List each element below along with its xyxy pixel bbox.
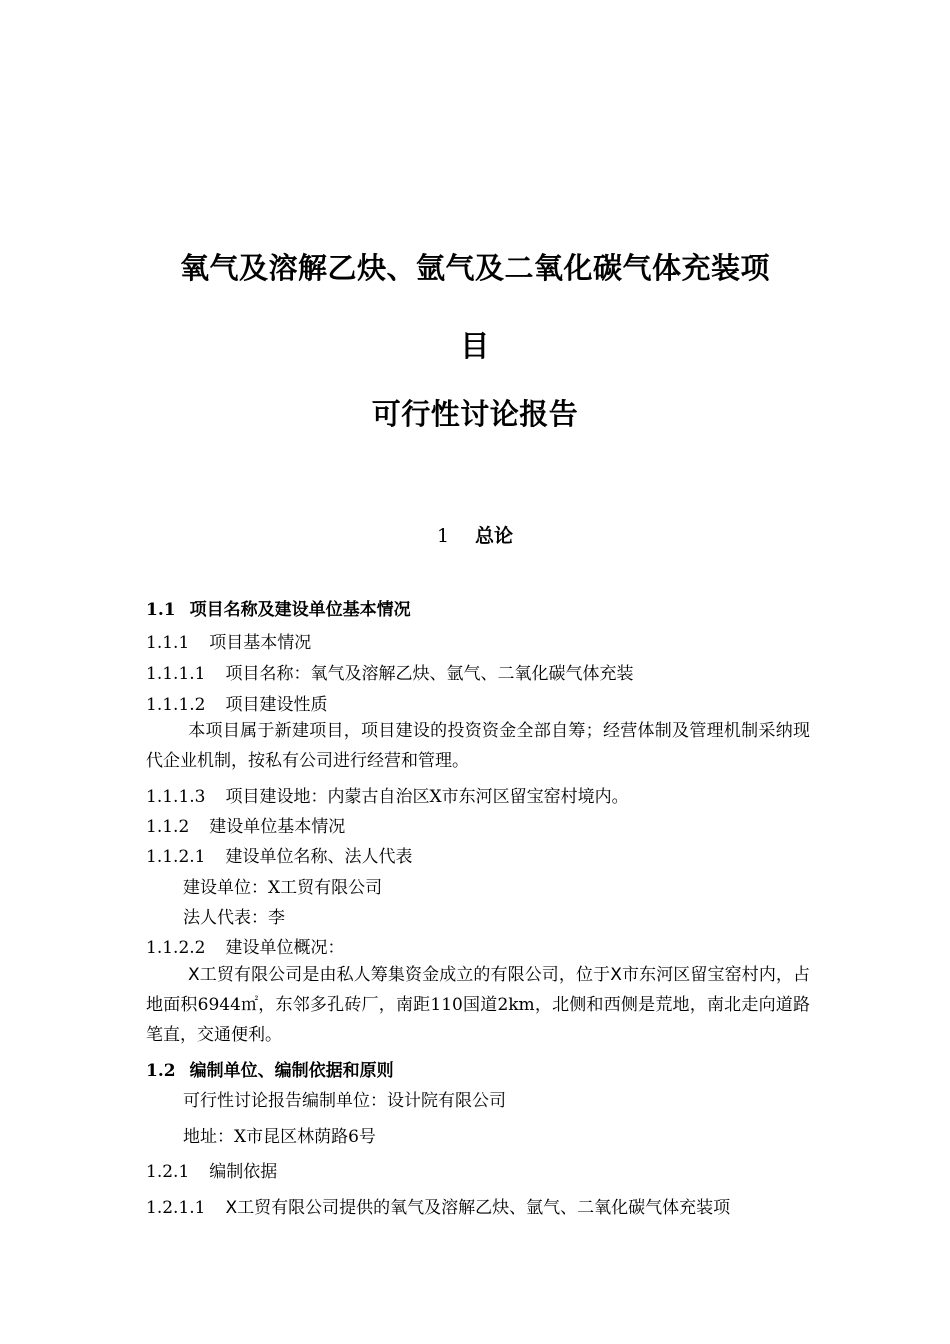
heading-text: 建设单位基本情况	[209, 817, 346, 837]
paragraph-nature	[146, 716, 810, 776]
heading-number: 1.1.2	[146, 817, 190, 837]
location-name: X市东河区留宝窑村	[610, 965, 759, 985]
doc-title-line3: 可行性讨论报告	[371, 397, 579, 431]
heading-text: 建设单位概况：	[225, 938, 345, 958]
heading-text: 编制单位、编制依据和原则	[189, 1061, 394, 1081]
heading-1-1-1-2	[146, 690, 810, 715]
heading-number: 1.1.2.1	[146, 847, 206, 867]
heading-text: 项目基本情况	[209, 633, 312, 653]
heading-number: 1.1.1.2	[146, 695, 206, 715]
heading-text: 有限公司提供的氧气及溶解乙炔、氩气、二氧化碳气体充装项	[271, 1198, 731, 1218]
heading-1-2-1	[146, 1157, 810, 1182]
chapter-number: 1	[436, 525, 450, 547]
legal-representative: 法人代表：李	[183, 908, 285, 928]
heading-text: 项目建设性质	[225, 695, 328, 715]
heading-number: 1.2.1	[146, 1162, 190, 1182]
heading-1-1-2	[146, 812, 810, 837]
doc-title-line1: 氧气及溶解乙炔、氩气及二氧化碳气体充装项	[179, 251, 770, 285]
doc-title-line2: 目	[460, 329, 490, 363]
heading-1-1-1-3	[146, 782, 810, 807]
compiler-unit: 可行性讨论报告编制单位：设计院有限公司	[183, 1091, 506, 1111]
heading-number: 1.1.1.3	[146, 787, 206, 807]
heading-number: 1.2.1.1	[146, 1198, 206, 1218]
heading-1-1-1	[146, 628, 810, 653]
heading-1-1-2-2	[146, 933, 810, 958]
heading-number: 1.1	[146, 600, 176, 620]
heading-text: 项目名称：氧气及溶解乙炔、氩气、二氧化碳气体充装	[225, 664, 634, 684]
heading-text: 项目建设地：内蒙古自治区X市东河区留宝窑村境内。	[225, 787, 629, 807]
paragraph-text: 本项目属于新建项目，项目建设的投资资金全部自筹；经营体制及管理机制采纳现代企业机制，按私有公司进行经营和管理。	[146, 721, 810, 771]
paragraph-text: 有限公司是由私人筹集资金成立的有限公司，位于	[233, 965, 611, 985]
heading-1-1-2-1	[146, 842, 810, 867]
construction-unit: 建设单位：X工贸有限公司	[183, 878, 383, 898]
heading-number: 1.1.1.1	[146, 664, 206, 684]
heading-text: 编制依据	[209, 1162, 278, 1182]
heading-number: 1.2	[146, 1061, 176, 1081]
heading-1-2	[146, 1056, 810, 1081]
heading-text: 项目名称及建设单位基本情况	[189, 600, 411, 620]
chapter-heading	[0, 521, 950, 548]
heading-number: 1.1.2.2	[146, 938, 206, 958]
paragraph-text: 内，占地面积6944㎡，东邻多孔砖厂，南距110国道2km，北侧和西侧是荒地，南北走向道路笔直，交通便利。	[146, 965, 811, 1045]
heading-1-1-1-1	[146, 659, 810, 684]
chapter-title: 总论	[475, 525, 514, 547]
heading-1-2-1-1	[146, 1193, 810, 1218]
heading-1-1	[146, 595, 810, 620]
heading-number: 1.1.1	[146, 633, 190, 653]
company-name: X工贸	[225, 1198, 272, 1218]
heading-text: 建设单位名称、法人代表	[225, 847, 413, 867]
compiler-address: 地址：X市昆区林荫路6号	[183, 1127, 376, 1147]
paragraph-overview	[146, 960, 810, 1050]
company-name: X工贸	[188, 965, 234, 985]
